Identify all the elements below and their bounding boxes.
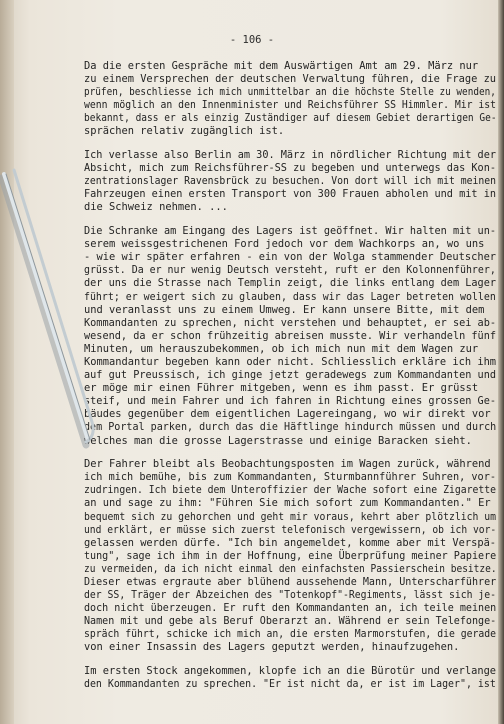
- text-line: und erklärt, er müsse sich zuerst telefonisch vergewissern, ob ich vor-: [84, 523, 497, 536]
- text-line: Kommandantur begeben kann oder nicht. Schliesslich erkläre ich ihm: [84, 355, 497, 368]
- text-line: serem weissgestrichenen Ford jedoch vor dem Wachkorps an, wo uns: [84, 238, 485, 251]
- text-line: bekannt, dass er als einzig Zuständiger auf diesem Gebiet derartigen Ge-: [84, 112, 497, 125]
- text-line: welches man die grosse Lagerstrasse und einige Baracken sieht.: [84, 434, 472, 447]
- text-line: Dieser etwas ergraute aber blühend aussehende Mann, Unterscharführer: [84, 575, 497, 588]
- text-line: Minuten, um herauszubekommen, ob ich mich nun mit dem Wagen zur: [84, 342, 479, 355]
- text-line: spräch führt, schicke ich mich an, die ersten Marmorstufen, die gerade: [84, 628, 497, 641]
- paragraph: [84, 60, 497, 139]
- text-line: zudringen. Ich biete dem Unteroffizier der Wache sofort eine Zigarette: [84, 484, 497, 497]
- text-line: Kommandanten zu sprechen, nicht verstehen und behauptet, er sei ab-: [84, 316, 497, 329]
- text-line: von einer Insassin des Lagers geputzt werden, hinaufzugehen.: [84, 641, 460, 654]
- text-line: bäudes gegenüber dem eigentlichen Lagereingang, wo wir direkt vor: [84, 408, 491, 421]
- text-line: führt; er weigert sich zu glauben, dass wir das Lager betreten wollen: [84, 290, 496, 303]
- text-line: zentrationslager Ravensbrück zu besuchen. Von dort will ich mit meinen: [84, 175, 497, 188]
- paragraph: [84, 458, 497, 654]
- text-line: prüfen, beschliesse ich mich unmittelbar an die höchste Stelle zu wenden,: [84, 86, 496, 99]
- text-line: Da die ersten Gespräche mit dem Auswärtigen Amt am 29. März nur: [84, 60, 479, 72]
- page-number: - 106 -: [229, 34, 275, 46]
- text-line: grüsst. Da er nur wenig Deutsch versteht, ruft er den Kolonnenführer,: [84, 264, 496, 277]
- paragraph: [84, 225, 497, 448]
- text-line: sprächen relativ zugänglich ist.: [84, 125, 285, 138]
- text-line: an und sage zu ihm: "Führen Sie mich sofort zum Kommandanten." Er: [84, 497, 491, 510]
- page-edge-shadow: [498, 0, 504, 724]
- text-line: Namen mit und gebe als Beruf Oberarzt an. Während er sein Telefonge-: [84, 615, 497, 628]
- paragraph: [84, 149, 497, 214]
- text-line: die Schweiz nehmen. ...: [84, 201, 228, 214]
- text-line: Ich verlasse also Berlin am 30. März in nördlicher Richtung mit der: [84, 149, 497, 162]
- text-line: zu vermeiden, da ich nicht einmal den einfachsten Passierschein besitze.: [84, 562, 497, 575]
- text-line: Im ersten Stock angekommen, klopfe ich an die Bürotür und verlange: [84, 665, 497, 678]
- text-line: der SS, Träger der Abzeichen des "Totenkopf"-Regiments, lässt sich je-: [84, 589, 497, 602]
- text-line: Absicht, mich zum Reichsführer-SS zu begeben und unterwegs das Kon-: [84, 162, 497, 175]
- paragraph: [84, 665, 497, 691]
- paper-clip: [0, 160, 96, 460]
- text-line: - wie wir später erfahren - ein von der Wolga stammender Deutscher: [84, 251, 497, 264]
- text-line: wenn möglich an den Innenminister und Reichsführer SS Himmler. Mir ist: [84, 99, 497, 112]
- text-line: auf gut Preussisch, ich ginge jetzt geradewegs zum Kommandanten und: [84, 369, 497, 382]
- body-text: [84, 60, 497, 702]
- text-line: der uns die Strasse nach Templin zeigt, die links entlang dem Lager: [84, 277, 497, 290]
- text-line: steif, und mein Fahrer und ich fahren in Richtung eines grossen Ge-: [84, 395, 497, 408]
- text-line: er möge mir einen Führer mitgeben, wenn es ihm passt. Er grüsst: [84, 382, 479, 395]
- text-line: dem Portal parken, durch das die Häftlinge hindurch müssen und durch: [84, 421, 497, 434]
- text-line: ich mich bemühe, bis zum Kommandanten, Sturmbannführer Suhren, vor-: [84, 471, 497, 484]
- text-line: zu einem Versprechen der deutschen Verwaltung führen, die Frage zu: [84, 73, 497, 86]
- text-line: Der Fahrer bleibt als Beobachtungsposten im Wagen zurück, während: [84, 458, 491, 471]
- text-line: tung", sage ich ihm in der Hoffnung, eine Überprüfung meiner Papiere: [84, 549, 497, 562]
- text-line: den Kommandanten zu sprechen. "Er ist nicht da, er ist im Lager", ist: [84, 678, 496, 691]
- text-line: bequemt sich zu gehorchen und geht mir voraus, kehrt aber plötzlich um: [84, 510, 497, 523]
- book-spine-shadow: [0, 0, 14, 724]
- text-line: wesend, da er schon frühzeitig abreisen musste. Wir verhandeln fünf: [84, 329, 497, 342]
- text-line: Fahrzeugen einen ersten Transport von 300 Frauen abholen und mit in: [84, 188, 497, 201]
- text-line: und veranlasst uns zu einem Umweg. Er kann unsere Bitte, mit dem: [84, 303, 485, 316]
- text-line: Die Schranke am Eingang des Lagers ist geöffnet. Wir halten mit un-: [84, 225, 497, 238]
- text-line: doch nicht überzeugen. Er ruft den Kommandanten an, ich teile meinen: [84, 602, 497, 615]
- text-line: gelassen werden dürfe. "Ich bin angemeldet, komme aber mit Verspä-: [84, 536, 497, 549]
